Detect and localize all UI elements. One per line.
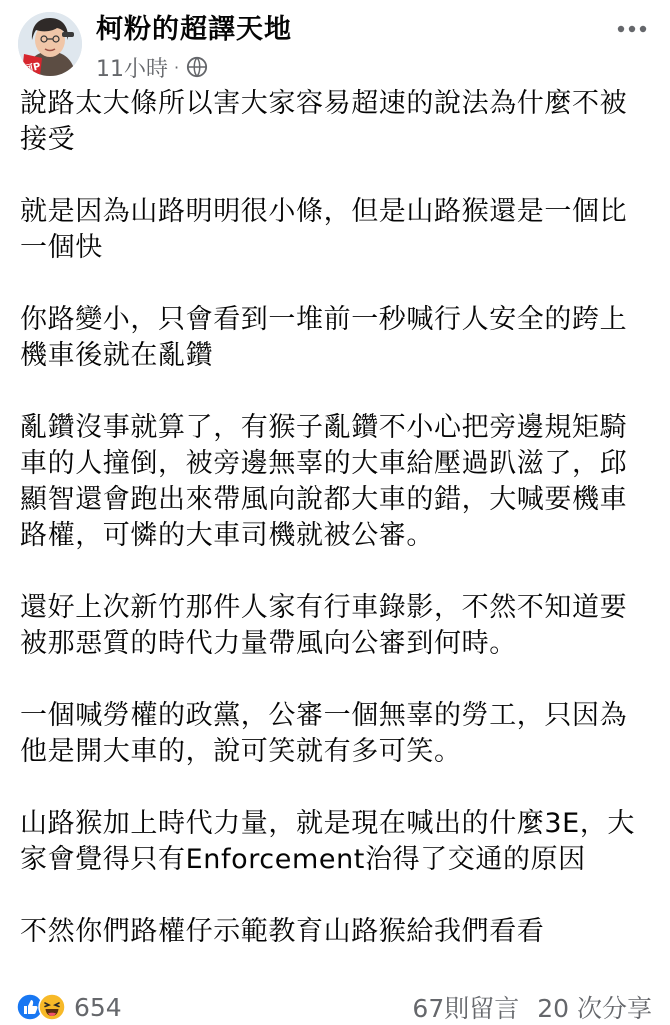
post-paragraph: 說路太大條所以害大家容易超速的說法為什麼不被接受 xyxy=(20,88,628,155)
post-time[interactable]: 11小時 xyxy=(96,56,168,82)
post-header xyxy=(0,0,670,86)
comments-count-link[interactable]: 67則留言 xyxy=(412,994,520,1023)
post-author-name[interactable]: 柯粉的超譯天地 xyxy=(96,14,292,45)
post-meta xyxy=(96,52,208,82)
post-paragraph: 一個喊勞權的政黨，公審一個無辜的勞工，只因為他是開大車的，說可笑就有多可笑。 xyxy=(20,700,628,767)
engagement-stats xyxy=(412,990,652,1024)
globe-icon[interactable] xyxy=(186,56,208,78)
avatar-badge: 柯P xyxy=(22,61,42,76)
reactions-summary[interactable] xyxy=(16,990,122,1024)
shares-count-link[interactable]: 20 次分享 xyxy=(537,994,652,1023)
post-paragraph: 還好上次新竹那件人家有行車錄影，不然不知道要被那惡質的時代力量帶風向公審到何時。 xyxy=(20,592,628,659)
more-icon xyxy=(617,25,647,33)
author-avatar[interactable] xyxy=(18,12,82,76)
more-options-button[interactable] xyxy=(614,14,650,44)
post-paragraph: 你路變小，只會看到一堆前一秒喊行人安全的跨上機車後就在亂鑽 xyxy=(20,304,628,371)
meta-separator: · xyxy=(174,57,180,77)
post-paragraph: 就是因為山路明明很小條，但是山路猴還是一個比一個快 xyxy=(20,196,628,263)
reaction-count: 654 xyxy=(74,992,122,1022)
haha-icon xyxy=(38,993,66,1021)
post-paragraph: 亂鑽沒事就算了，有猴子亂鑽不小心把旁邊規矩騎車的人撞倒，被旁邊無辜的大車給壓過趴滋了，邱顯智還會跑出來帶風向說都大車的錯，大喊要機車路權，可憐的大車司機就被公審。 xyxy=(20,412,628,551)
post-paragraph: 不然你們路權仔示範教育山路猴給我們看看 xyxy=(20,916,545,947)
post-footer xyxy=(0,990,670,1024)
post-content xyxy=(20,86,652,950)
post-paragraph: 山路猴加上時代力量，就是現在喊出的什麼3E，大家會覺得只有Enforcement治得了交通的原因 xyxy=(20,808,636,875)
